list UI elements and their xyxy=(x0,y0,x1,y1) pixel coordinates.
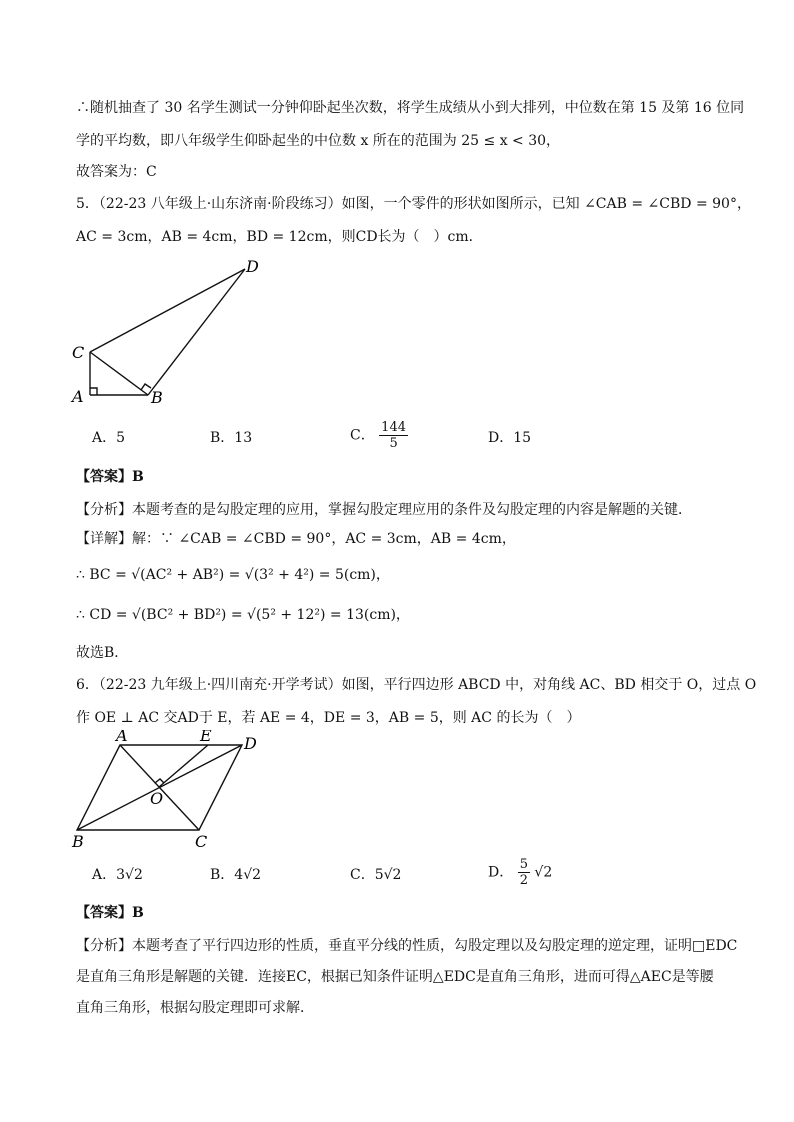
q5-option-b: B．13 xyxy=(210,430,253,446)
right-angle-mark-b xyxy=(141,384,151,390)
q6-option-d-prefix: D． xyxy=(488,864,514,881)
q6-stem-line-2: 作 OE ⊥ AC 交AD于 E，若 AE = 4，DE = 3，AB = 5，则 AC 的长为（ ） xyxy=(76,710,581,726)
q6-option-c: C．5√2 xyxy=(350,867,402,883)
q5-detail-3: ∴ CD = √(BC² + BD²) = √(5² + 12²) = 13(cm)， xyxy=(76,607,410,623)
q5-stem-line-1: 5．（22-23 八年级上·山东济南·阶段练习）如图，一个零件的形状如图所示，已知 ∠CAB = ∠CBD = 90°， xyxy=(76,196,751,212)
fraction-numerator: 5 xyxy=(519,857,528,872)
label-e: E xyxy=(200,730,212,745)
q5-detail-2: ∴ BC = √(AC² + AB²) = √(3² + 4²) = 5(cm)， xyxy=(76,567,390,583)
q6-analysis-3: 直角三角形，根据勾股定理即可求解． xyxy=(76,1000,314,1016)
q6-option-d-suffix: √2 xyxy=(534,864,553,881)
label-b: B xyxy=(72,832,84,851)
q6-analysis-2: 是直角三角形是解题的关键．连接EC，根据已知条件证明△EDC是直角三角形，进而可得△AEC是等腰 xyxy=(76,969,714,985)
q5-analysis: 【分析】本题考查的是勾股定理的应用，掌握勾股定理应用的条件及勾股定理的内容是解题的关键． xyxy=(76,502,692,518)
segment-cb xyxy=(90,352,148,395)
q5-option-d: D．15 xyxy=(488,430,532,446)
q6-figure xyxy=(62,730,272,855)
q5-option-c-prefix: C． xyxy=(350,427,375,444)
label-o: O xyxy=(150,789,164,808)
label-a: A xyxy=(72,387,84,406)
q5-stem-line-2: AC = 3cm，AB = 4cm，BD = 12cm，则CD长为（ ）cm． xyxy=(76,229,483,245)
fraction-numerator: 144 xyxy=(381,420,406,435)
q6-answer: 【答案】B xyxy=(76,905,144,921)
label-a: A xyxy=(116,730,128,745)
right-angle-mark-o xyxy=(155,779,164,783)
q5-figure xyxy=(60,255,280,415)
q5-option-a: A．5 xyxy=(92,430,126,446)
label-d: D xyxy=(246,257,259,276)
q6-option-b: B．4√2 xyxy=(210,867,262,883)
right-angle-mark-a xyxy=(90,388,97,395)
q5-option-c xyxy=(350,420,408,451)
q6-option-a: A．3√2 xyxy=(92,867,143,883)
q6-analysis-1: 【分析】本题考查了平行四边形的性质，垂直平分线的性质，勾股定理以及勾股定理的逆定理，证明□EDC xyxy=(76,938,738,954)
q6-option-d xyxy=(488,857,552,888)
q5-answer: 【答案】B xyxy=(76,469,144,485)
q5-conclusion: 故选B． xyxy=(76,645,129,661)
label-b: B xyxy=(151,388,163,407)
segment-bd xyxy=(148,269,245,395)
fraction-denominator: 2 xyxy=(519,873,528,888)
prev-answer-line: 故答案为：C xyxy=(76,164,157,180)
prev-solution-line-2: 学的平均数，即八年级学生仰卧起坐的中位数 x 所在的范围为 25 ≤ x < 30， xyxy=(76,133,561,149)
q5-option-c-fraction xyxy=(379,420,408,451)
label-c: C xyxy=(72,343,85,362)
q6-stem-line-1: 6．（22-23 九年级上·四川南充·开学考试）如图，平行四边形 ABCD 中，对角线 AC、BD 相交于 O，过点 O xyxy=(76,677,757,693)
q6-option-d-fraction xyxy=(518,857,530,888)
segment-cd xyxy=(90,269,245,352)
label-c: C xyxy=(195,832,208,851)
prev-solution-line-1: ∴随机抽查了 30 名学生测试一分钟仰卧起坐次数，将学生成绩从小到大排列，中位数在第 15 及第 16 位同 xyxy=(76,100,745,116)
fraction-denominator: 5 xyxy=(389,436,398,451)
label-d: D xyxy=(244,734,257,753)
diagonal-bd xyxy=(77,745,242,830)
q5-detail-1: 【详解】解：∵ ∠CAB = ∠CBD = 90°，AC = 3cm，AB = 4cm， xyxy=(76,531,516,547)
